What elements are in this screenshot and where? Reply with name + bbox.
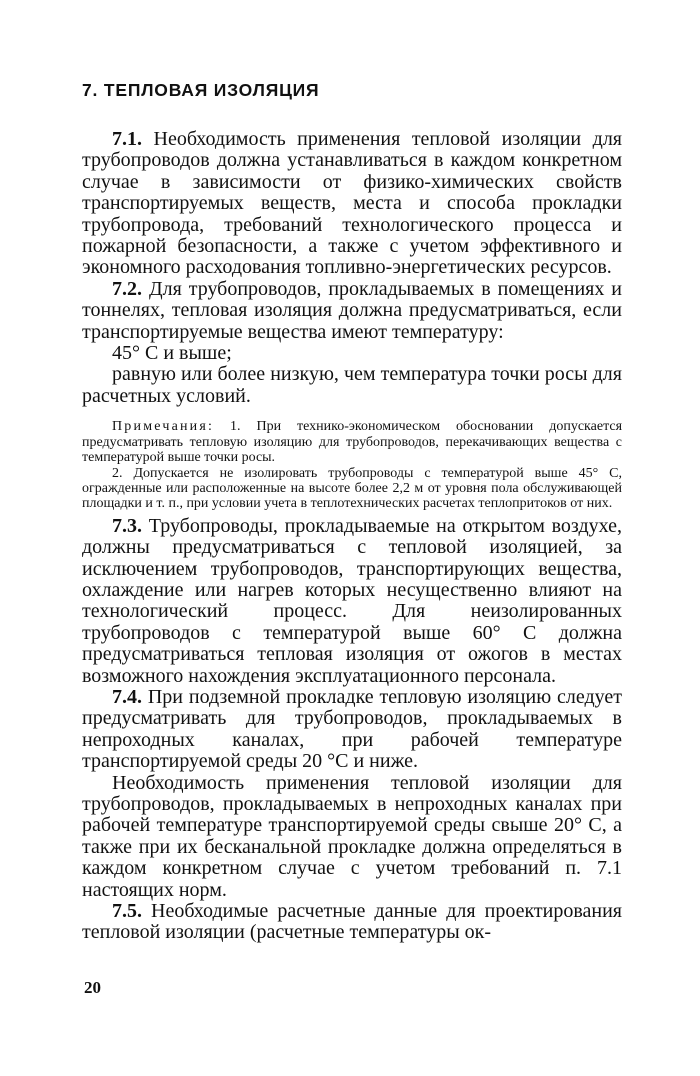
paragraph-7-2: [82, 279, 622, 343]
paragraph-7-4-continued: Необходимость применения тепловой изоляции для трубопроводов, прокладываемых в непроходных каналах при рабочей температуре транспортируемой среды свыше 20° С, а также при их бесканальной прокладке должна определяться в каждом конкретном случае с учетом требований п. 7.1 настоящих норм.: [82, 771, 622, 901]
section-heading: 7. ТЕПЛОВАЯ ИЗОЛЯЦИЯ: [82, 80, 320, 100]
paragraph-text: Для трубопроводов, прокладываемых в помещениях и тоннелях, тепловая изоляция должна предусматриваться, если транспортируемые вещества имеют температуру:: [82, 277, 623, 343]
note-text: 1. При технико-экономическом обосновании допускается предусматривать тепловую изоляцию для трубопроводов, перекачивающих вещества с температурой выше точки росы.: [82, 419, 623, 466]
paragraph-7-3: [82, 516, 622, 687]
page-body: [82, 80, 622, 944]
paragraph-text: При подземной прокладке тепловую изоляцию следует предусматривать для трубопроводов, прокладываемых в непроходных каналах, при рабочей температуре транспортируемой среды 20 °С и ниже.: [82, 685, 622, 773]
notes-label: Примечания:: [112, 419, 215, 435]
paragraph-number: 7.2.: [112, 277, 142, 300]
paragraph-7-4: [82, 687, 622, 773]
paragraph-number: 7.3.: [112, 514, 142, 537]
paragraph-7-5: [82, 901, 622, 944]
page-number: 20: [84, 978, 101, 997]
paragraph-text: Трубопроводы, прокладываемые на открытом воздухе, должны предусматриваться с тепловой изоляцией, за исключением трубопроводов, транспортирующих вещества, охлаждение или нагрев которых несущественно влияют на технологический процесс. Для неизолированных трубопроводов с температурой выше 60° С должна предусматриваться тепловая изоляция от ожогов в местах возможного нахождения эксплуатационного персонала.: [82, 514, 623, 687]
paragraph-text: Необходимые расчетные данные для проектирования тепловой изоляции (расчетные температуры ок-: [82, 900, 623, 944]
note-2: 2. Допускается не изолировать трубопроводы с температурой выше 45° С, огражденные или расположенные на высоте более 2,2 м от уровня пола обслуживающей площадки и т. п., при условии учета в теплотехнических расчетах теплопритоков от них.: [82, 465, 622, 512]
paragraph-number: 7.4.: [112, 685, 142, 708]
paragraph-number: 7.1.: [112, 128, 142, 150]
paragraph-number: 7.5.: [112, 900, 142, 923]
list-item-dew-point: равную или более низкую, чем температура точки росы для расчетных условий.: [82, 363, 622, 407]
paragraph-7-1: [82, 129, 622, 279]
paragraph-text: Необходимость применения тепловой изоляции для трубопроводов должна устанавливаться в каждом конкретном случае в зависимости от физико-химических свойств транспортируемых веществ, места и способа прокладки трубопровода, требований технологического процесса и пожарной безопасности, а также с учетом эффективного и экономного расходования топливно-энергетических ресурсов.: [82, 128, 622, 279]
note-1: [82, 419, 622, 465]
list-item-temperature: 45° С и выше;: [112, 342, 232, 365]
